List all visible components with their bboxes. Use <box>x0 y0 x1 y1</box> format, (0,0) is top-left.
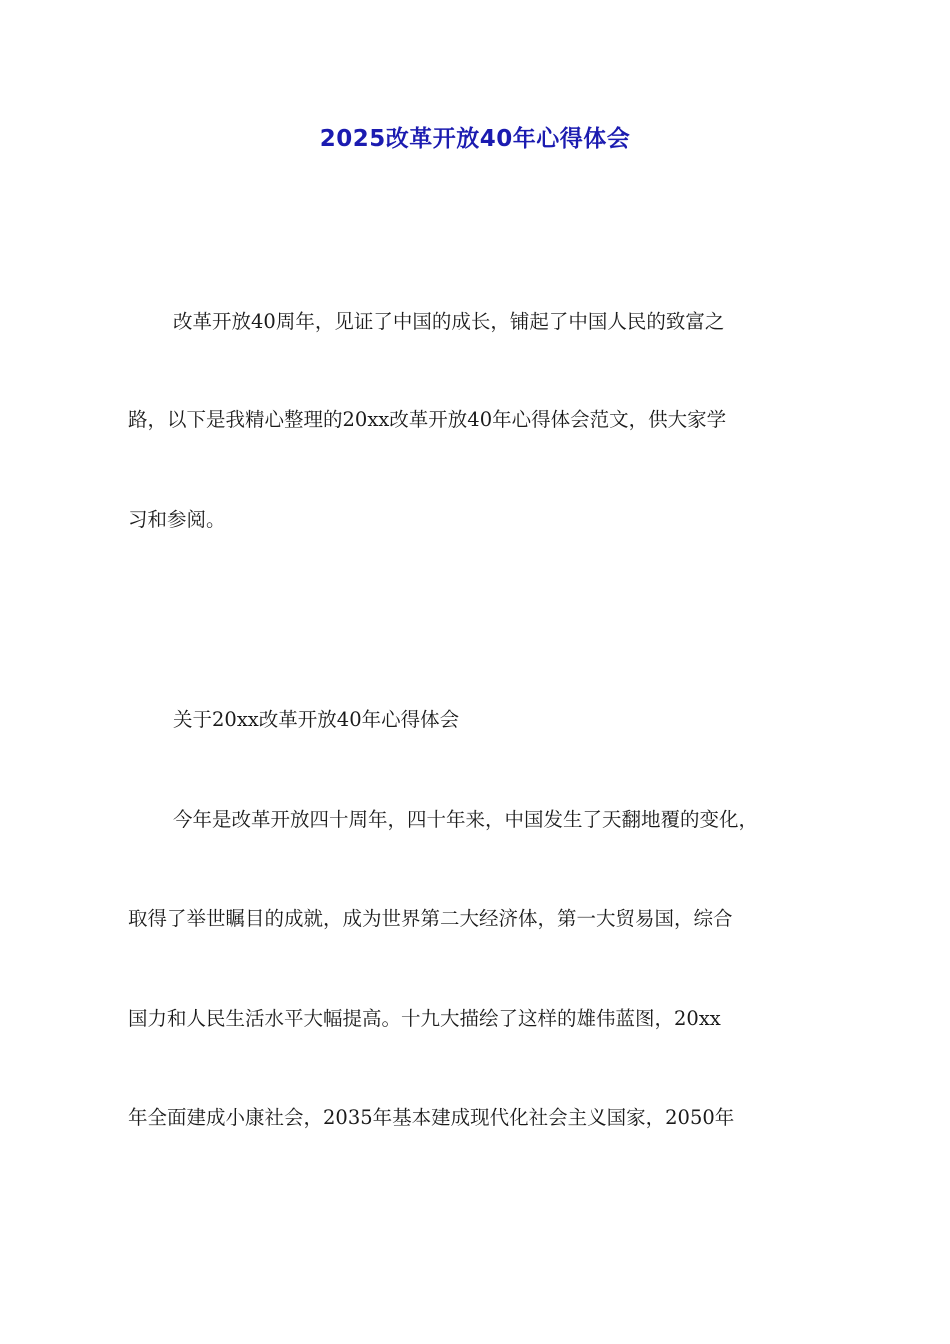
paragraph-3-line-1: 今年是改革开放四十周年，四十年来，中国发生了天翻地覆的变化， <box>173 808 759 831</box>
paragraph-3-line-2: 取得了举世瞩目的成就，成为世界第二大经济体，第一大贸易国，综合 <box>128 907 733 930</box>
paragraph-1-line-2: 路，以下是我精心整理的20xx改革开放40年心得体会范文，供大家学 <box>128 408 727 431</box>
paragraph-1-line-3: 习和参阅。 <box>128 508 226 531</box>
paragraph-1-line-1: 改革开放40周年，见证了中国的成长，铺起了中国人民的致富之 <box>173 310 725 333</box>
paragraph-3-line-4: 年全面建成小康社会，2035年基本建成现代化社会主义国家，2050年 <box>128 1106 735 1129</box>
paragraph-2-heading: 关于20xx改革开放40年心得体会 <box>173 708 460 731</box>
paragraph-3-line-3: 国力和人民生活水平大幅提高。十九大描绘了这样的雄伟蓝图，20xx <box>128 1007 721 1030</box>
document-title: 2025改革开放40年心得体会 <box>319 126 631 152</box>
